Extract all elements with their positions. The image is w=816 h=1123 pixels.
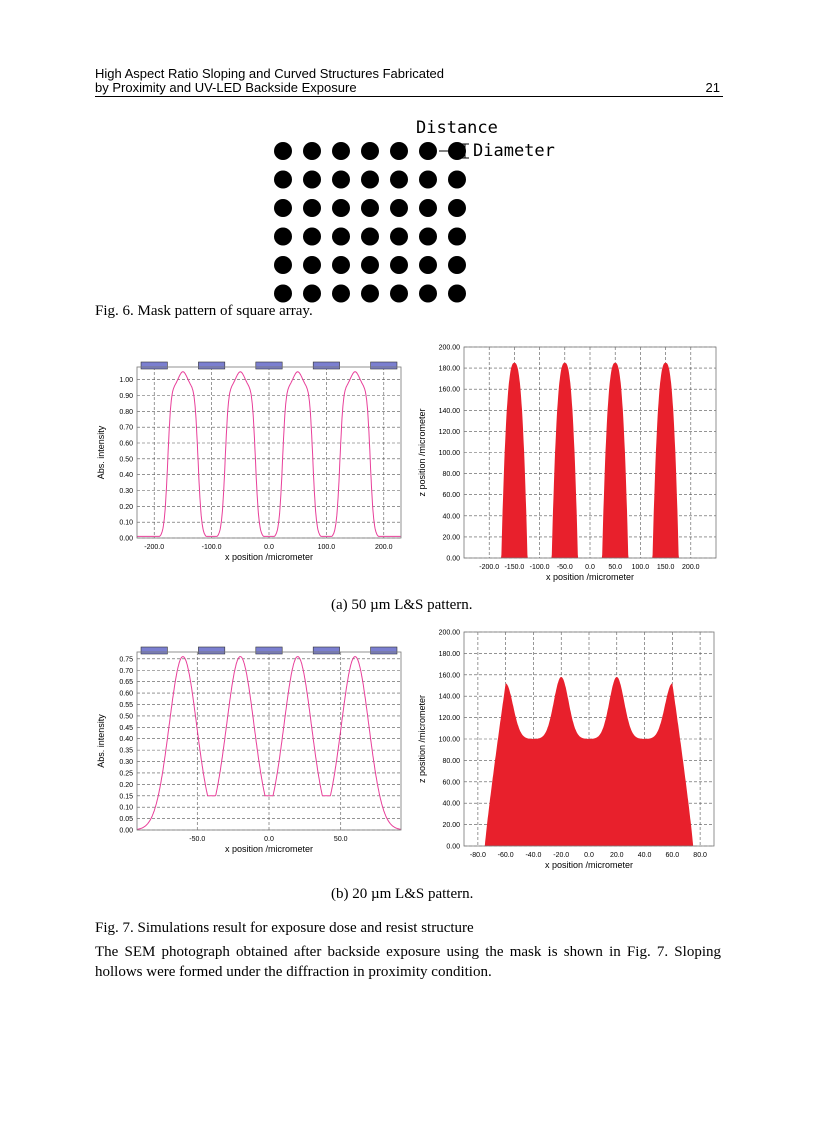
- x-tick-label: 0.0: [264, 544, 274, 551]
- y-tick-label: 0.60: [119, 690, 133, 698]
- y-tick-label: 0.60: [119, 440, 133, 448]
- mask-dot: [332, 256, 350, 274]
- y-axis-label: z position /micrometer: [417, 408, 427, 497]
- mask-dot: [361, 199, 379, 217]
- y-tick-label: 0.10: [119, 519, 133, 527]
- mask-dot: [419, 142, 437, 160]
- y-tick-label: 0.00: [119, 535, 133, 543]
- x-tick-label: -50.0: [189, 836, 206, 843]
- y-tick-label: 180.00: [438, 365, 460, 373]
- mask-dot: [274, 285, 292, 303]
- mask-dot: [361, 171, 379, 189]
- mask-bar: [256, 362, 282, 369]
- mask-pattern-figure: [260, 112, 560, 304]
- mask-dot: [390, 256, 408, 274]
- x-tick-label: 40.0: [637, 852, 652, 859]
- x-tick-label: 0.0: [585, 564, 595, 571]
- mask-dot: [448, 228, 466, 246]
- mask-dot: [332, 142, 350, 160]
- x-tick-label: 0.0: [264, 836, 274, 843]
- x-axis-label: x position /micrometer: [544, 860, 634, 870]
- mask-dot: [274, 171, 292, 189]
- mask-dot: [303, 228, 321, 246]
- y-tick-label: 0.00: [446, 555, 460, 563]
- x-tick-label: 200.0: [375, 544, 393, 551]
- y-tick-label: 0.30: [119, 759, 133, 767]
- y-tick-label: 1.00: [119, 377, 133, 385]
- mask-dot: [361, 142, 379, 160]
- y-tick-label: 160.00: [438, 672, 460, 680]
- mask-dot: [274, 228, 292, 246]
- x-tick-label: 100.0: [317, 544, 336, 551]
- y-tick-label: 140.00: [438, 693, 460, 701]
- x-axis-label: x position /micrometer: [224, 552, 314, 562]
- x-tick-label: 60.0: [665, 852, 680, 859]
- mask-dot: [361, 285, 379, 303]
- mask-dot: [419, 256, 437, 274]
- mask-bar: [313, 647, 339, 654]
- fig6-caption: Fig. 6. Mask pattern of square array.: [95, 303, 313, 319]
- y-tick-label: 0.40: [119, 472, 133, 480]
- y-tick-label: 180.00: [438, 650, 460, 658]
- x-tick-label: -100.0: [529, 564, 550, 571]
- y-tick-label: 0.75: [119, 656, 133, 664]
- mask-dot: [274, 142, 292, 160]
- x-tick-label: 50.0: [608, 564, 623, 571]
- mask-dot: [303, 142, 321, 160]
- y-tick-label: 0.35: [119, 747, 133, 755]
- y-tick-label: 100.00: [438, 736, 460, 744]
- x-tick-label: 50.0: [333, 836, 348, 843]
- y-tick-label: 0.50: [119, 713, 133, 721]
- x-tick-label: -200.0: [144, 544, 165, 551]
- x-tick-label: -200.0: [479, 564, 500, 571]
- mask-dot: [274, 256, 292, 274]
- y-axis-label: z position /micrometer: [417, 694, 427, 784]
- body-paragraph: The SEM photograph obtained after backside exposure using the mask is shown in Fig. 7. Sloping hollows were formed under the diffraction in proximity condition.: [95, 944, 721, 980]
- mask-dot: [303, 199, 321, 217]
- mask-dot: [303, 256, 321, 274]
- y-tick-label: 120.00: [438, 715, 460, 723]
- x-tick-label: 20.0: [609, 852, 624, 859]
- mask-dot: [303, 285, 321, 303]
- fig7a-caption: (a) 50 µm L&S pattern.: [331, 597, 473, 613]
- y-tick-label: 0.40: [119, 736, 133, 744]
- x-tick-label: -150.0: [504, 564, 525, 571]
- x-tick-label: -40.0: [525, 852, 542, 859]
- y-tick-label: 140.00: [438, 407, 460, 415]
- y-tick-label: 0.70: [119, 667, 133, 675]
- x-tick-label: 80.0: [693, 852, 707, 859]
- y-tick-label: 0.65: [119, 679, 133, 687]
- x-tick-label: 100.0: [631, 564, 650, 571]
- mask-dot: [390, 171, 408, 189]
- y-tick-label: 80.00: [442, 471, 460, 479]
- mask-bar: [141, 647, 167, 654]
- mask-dot: [390, 285, 408, 303]
- mask-bar: [198, 647, 224, 654]
- x-axis-label: x position /micrometer: [224, 844, 314, 854]
- mask-dot: [332, 228, 350, 246]
- y-tick-label: 200.00: [438, 629, 460, 637]
- mask-dot: [390, 142, 408, 160]
- y-tick-label: 0.00: [119, 827, 133, 835]
- y-tick-label: 160.00: [438, 386, 460, 394]
- y-tick-label: 60.00: [442, 492, 460, 500]
- chart-a-resist: [414, 342, 724, 590]
- chart-a-intensity: [92, 342, 407, 580]
- x-tick-label: -20.0: [553, 852, 570, 859]
- y-axis-label: Abs. intensity: [96, 714, 106, 768]
- mask-dot: [332, 285, 350, 303]
- y-tick-label: 20.00: [442, 822, 460, 830]
- distance-label: Distance: [416, 118, 498, 138]
- y-tick-label: 0.15: [119, 793, 133, 801]
- mask-bar: [198, 362, 224, 369]
- x-tick-label: -60.0: [497, 852, 514, 859]
- running-header: [95, 67, 723, 97]
- x-tick-label: -100.0: [201, 544, 222, 551]
- page-number: 21: [705, 80, 720, 95]
- y-tick-label: 0.10: [119, 804, 133, 812]
- y-tick-label: 100.00: [438, 450, 460, 457]
- x-tick-label: -80.0: [469, 852, 486, 859]
- y-tick-label: 200.00: [438, 344, 460, 352]
- fig7-caption: Fig. 7. Simulations result for exposure dose and resist structure: [95, 920, 474, 936]
- y-tick-label: 0.30: [119, 488, 133, 495]
- y-tick-label: 0.20: [119, 503, 133, 511]
- mask-dot: [361, 228, 379, 246]
- mask-dot: [448, 171, 466, 189]
- x-tick-label: -50.0: [556, 564, 573, 571]
- mask-dot: [419, 285, 437, 303]
- mask-dot: [332, 171, 350, 189]
- y-tick-label: 80.00: [442, 757, 460, 765]
- mask-dot: [448, 256, 466, 274]
- y-tick-label: 0.45: [119, 724, 133, 732]
- y-tick-label: 120.00: [438, 428, 460, 436]
- y-tick-label: 40.00: [442, 513, 460, 521]
- mask-dot: [419, 199, 437, 217]
- x-tick-label: 200.0: [682, 564, 700, 571]
- y-tick-label: 0.55: [119, 701, 133, 709]
- y-tick-label: 60.00: [442, 779, 460, 787]
- mask-dot: [390, 199, 408, 217]
- y-tick-label: 0.90: [119, 393, 133, 400]
- y-tick-label: 40.00: [442, 800, 460, 808]
- y-tick-label: 0.00: [446, 843, 460, 851]
- x-axis-label: x position /micrometer: [545, 572, 635, 582]
- mask-dot: [274, 199, 292, 217]
- x-tick-label: 0.0: [584, 852, 594, 859]
- mask-bar: [371, 362, 397, 369]
- y-axis-label: Abs. intensity: [96, 425, 106, 480]
- y-tick-label: 0.25: [119, 770, 133, 778]
- y-tick-label: 0.80: [119, 408, 133, 416]
- mask-bar: [256, 647, 282, 654]
- y-tick-label: 0.70: [119, 424, 133, 432]
- mask-dot: [419, 228, 437, 246]
- mask-dot: [419, 171, 437, 189]
- y-tick-label: 0.05: [119, 816, 133, 824]
- y-tick-label: 0.50: [119, 456, 133, 464]
- mask-bar: [313, 362, 339, 369]
- mask-dot: [303, 171, 321, 189]
- y-tick-label: 20.00: [442, 534, 460, 542]
- mask-dot: [332, 199, 350, 217]
- y-tick-label: 0.20: [119, 781, 133, 789]
- mask-bar: [141, 362, 167, 369]
- mask-bar: [371, 647, 397, 654]
- chart-b-intensity: [92, 632, 407, 868]
- header-title-line2: by Proximity and UV-LED Backside Exposure: [95, 80, 357, 95]
- fig7b-caption: (b) 20 µm L&S pattern.: [331, 886, 474, 902]
- chart-b-resist: [414, 627, 724, 879]
- mask-dot: [361, 256, 379, 274]
- mask-dot: [448, 285, 466, 303]
- mask-dot: [448, 199, 466, 217]
- mask-dot: [390, 228, 408, 246]
- x-tick-label: 150.0: [656, 564, 675, 571]
- diameter-label: Diameter: [473, 141, 555, 161]
- header-title-line1: High Aspect Ratio Sloping and Curved Structures Fabricated: [95, 66, 445, 81]
